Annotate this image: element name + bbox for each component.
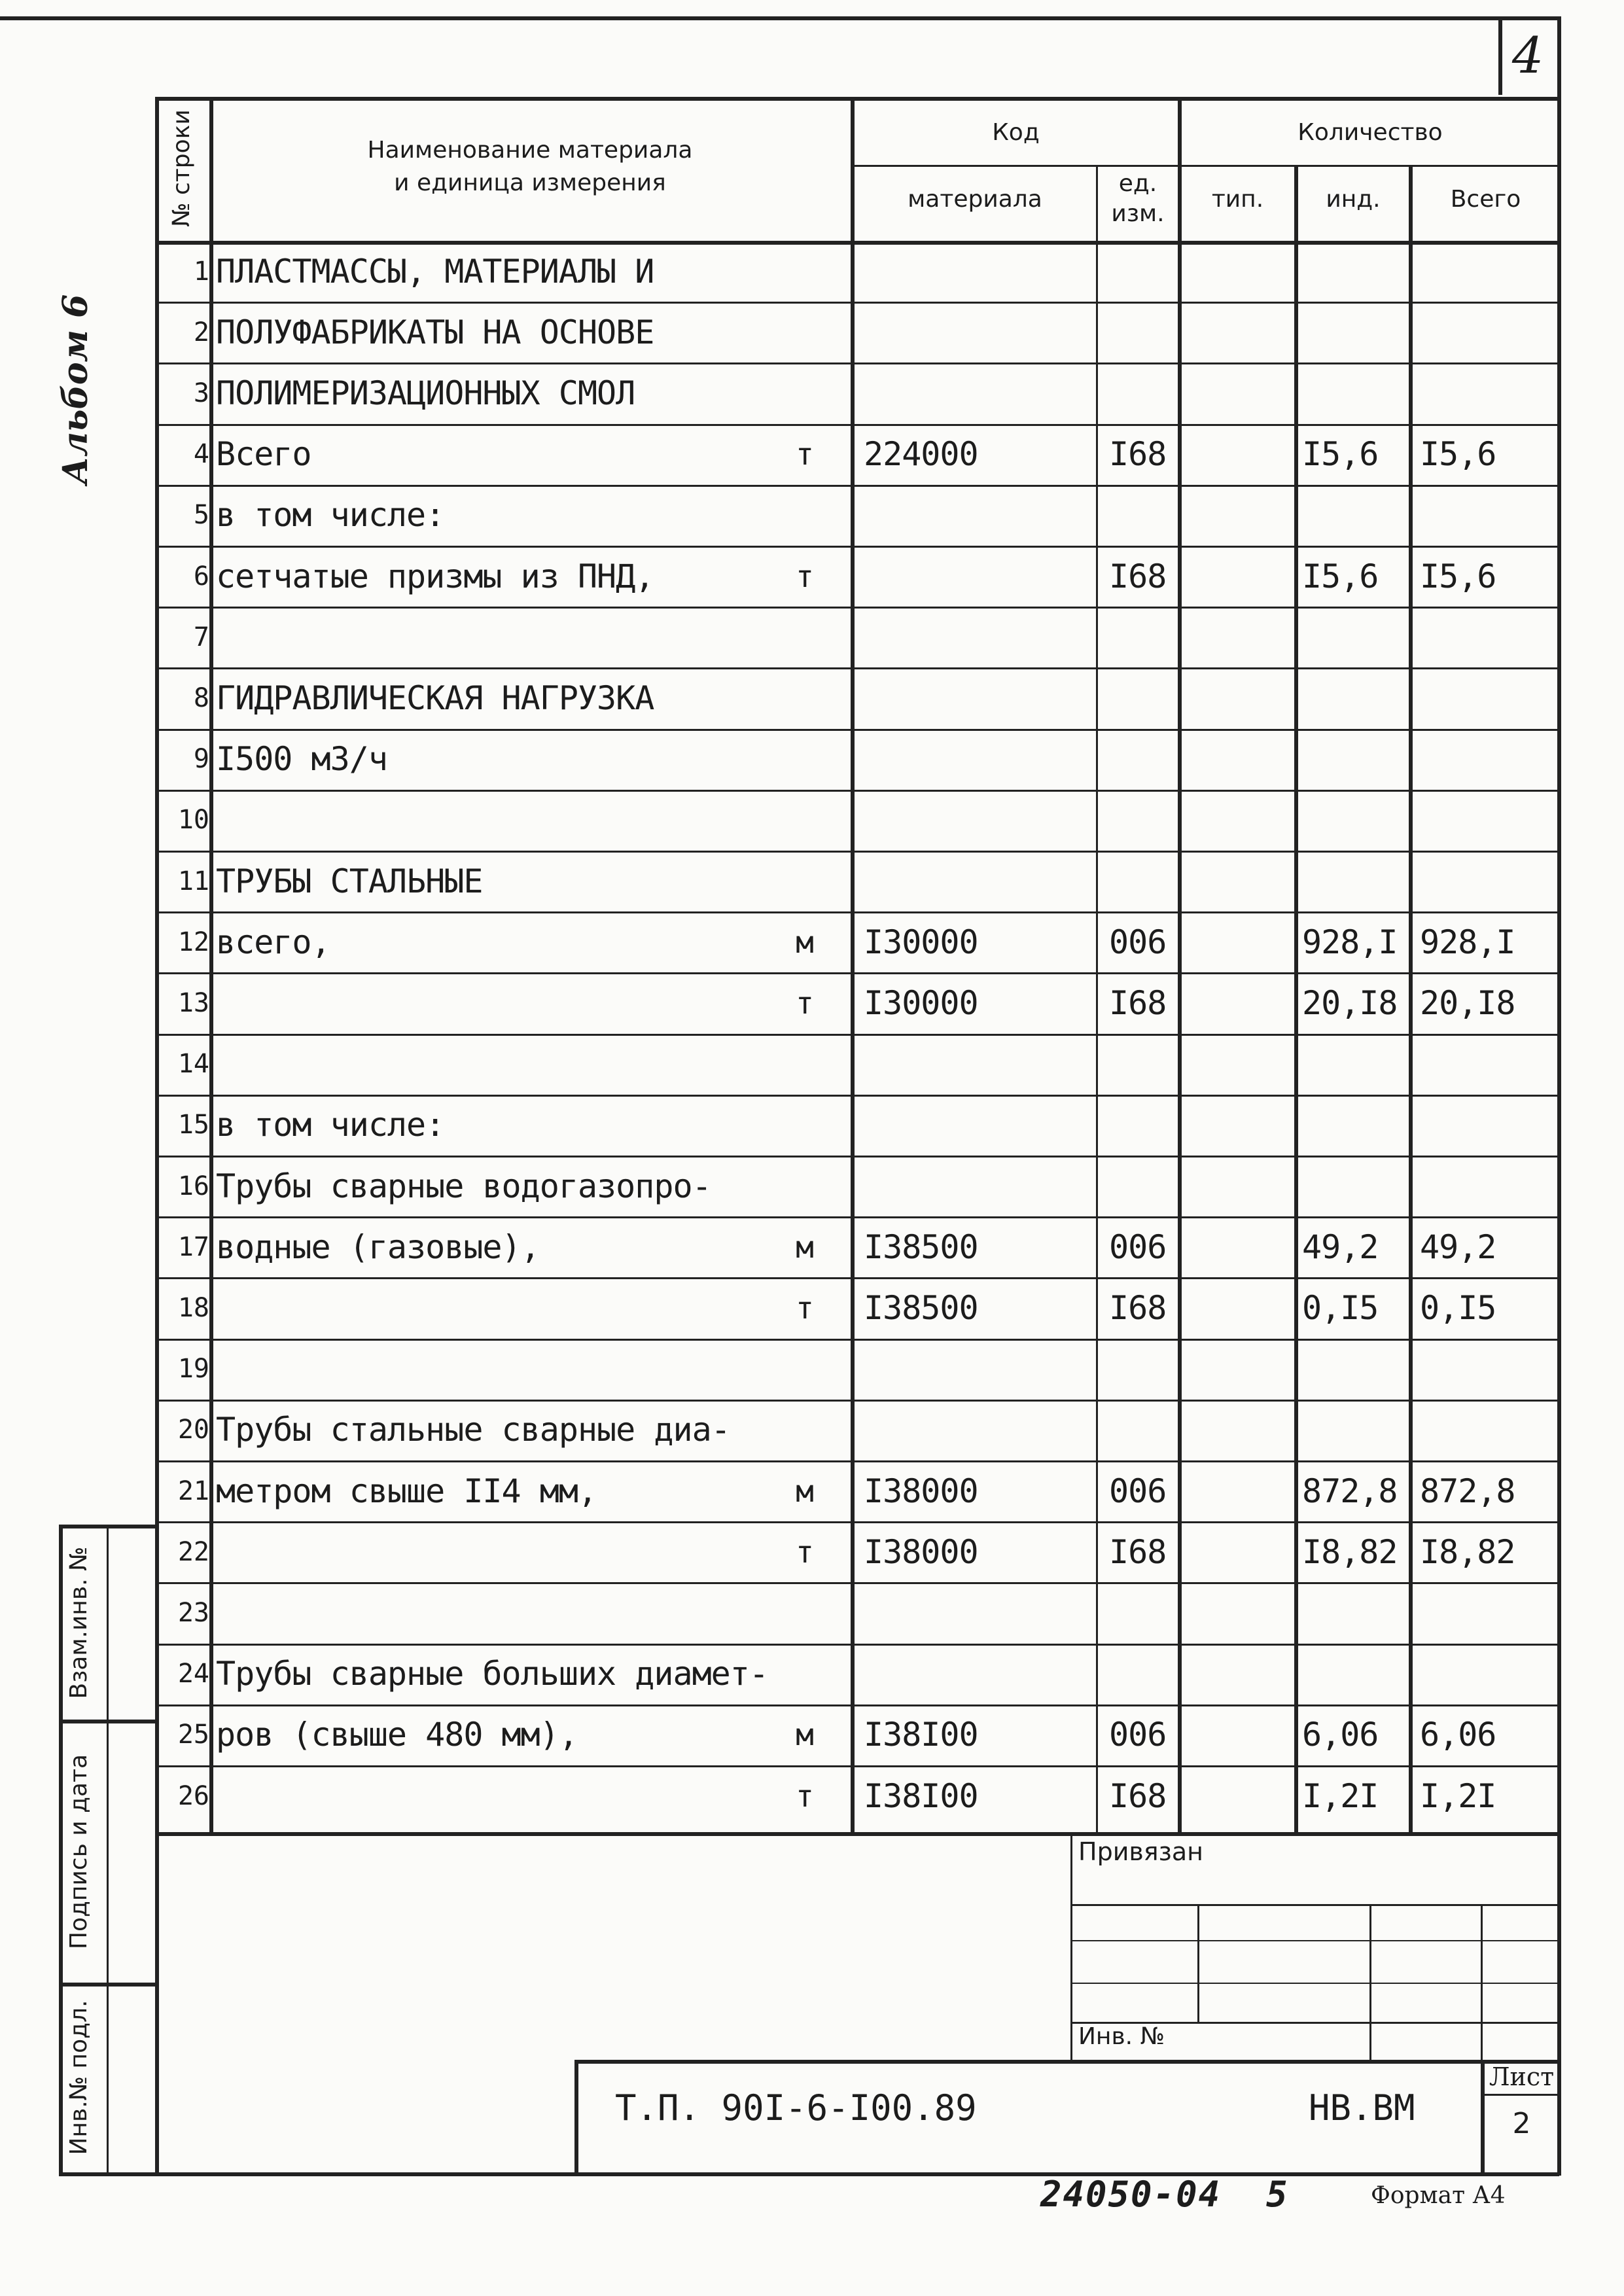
row-qty-ind [1302,729,1409,790]
col-line-name [851,97,855,1833]
table-top-line [155,97,1559,101]
row-number: 13 [177,987,209,1018]
row-code-unit [1109,302,1178,362]
row-code-material [864,729,1096,790]
footer-format: Формат А4 [1371,2182,1506,2209]
row-number: 8 [193,682,209,713]
row-number: 23 [177,1597,209,1628]
row-qty-total [1420,485,1557,546]
row-divider [155,362,1559,364]
row-qty-ind [1302,851,1409,911]
row-code-unit [1109,241,1178,302]
row-code-material [864,362,1096,423]
row-code-material: I38I00 [864,1776,978,1815]
row-number: 2 [193,317,209,347]
row-code-material [864,1582,1096,1643]
top-border-line [0,16,1557,20]
row-divider [155,911,1559,913]
row-qty-ind [1302,1095,1409,1156]
row-code-unit [1109,485,1178,546]
header-code-material: материала [908,186,1042,213]
row-number: 24 [177,1659,209,1689]
row-unit: м [796,1717,814,1753]
row-code-material: I38500 [864,1288,978,1327]
row-qty-total: 928,I [1420,923,1515,961]
row-number: 10 [177,805,209,836]
row-code-material [864,1034,1096,1095]
row-number: 16 [177,1171,209,1201]
row-unit: м [796,924,814,960]
stamp-hline-1 [1070,1904,1559,1906]
row-unit [759,1095,851,1156]
album-label: Альбом 6 [56,294,96,485]
stamp-code: НВ.ВМ [1309,2087,1415,2128]
row-code-unit [1109,607,1178,667]
row-unit [759,729,851,790]
row-qty-ind: 49,2 [1302,1227,1379,1266]
row-divider [155,790,1559,792]
row-divider [155,972,1559,974]
row-qty-total [1420,1156,1557,1216]
row-unit [759,1034,851,1095]
stamp-sheet-mid-line [1481,2094,1559,2096]
row-divider [155,729,1559,731]
row-qty-ind: I5,6 [1302,435,1379,474]
row-code-material [864,241,1096,302]
row-qty-ind [1302,1156,1409,1216]
row-name: в том числе: [216,1106,445,1144]
row-divider [155,1400,1559,1402]
row-code-material [864,1400,1096,1460]
row-qty-ind: 0,I5 [1302,1288,1379,1327]
row-code-unit [1109,790,1178,851]
row-divider [155,424,1559,426]
row-code-unit: I68 [1109,1776,1167,1815]
stamp-hline-3 [1070,1983,1559,1984]
row-name [216,1521,759,1582]
row-unit [759,607,851,667]
row-qty-typ [1184,729,1294,790]
row-code-material [864,1156,1096,1216]
row-unit: м [796,1473,814,1509]
row-divider [155,1034,1559,1036]
row-qty-ind [1302,1339,1409,1400]
row-code-unit [1109,1034,1178,1095]
stamp-sheet-label: Лист [1489,2062,1555,2091]
row-qty-typ [1184,241,1294,302]
row-code-material: I30000 [864,923,978,961]
row-number: 20 [177,1415,209,1445]
row-qty-ind [1302,302,1409,362]
row-divider [155,1095,1559,1097]
row-qty-typ [1184,362,1294,423]
row-qty-typ [1184,1216,1294,1277]
row-qty-total: 6,06 [1420,1716,1496,1754]
row-unit [759,302,851,362]
row-unit [759,1582,851,1643]
row-qty-ind [1302,790,1409,851]
row-code-unit [1109,667,1178,728]
row-unit [759,667,851,728]
header-qty-ind: инд. [1326,186,1381,213]
row-code-unit: I68 [1109,557,1167,595]
row-qty-ind [1302,1400,1409,1460]
row-number: 18 [177,1292,209,1323]
header-code-unit: ед. изм. [1111,170,1165,227]
row-qty-ind: 20,I8 [1302,983,1398,1022]
row-qty-ind [1302,241,1409,302]
row-qty-typ [1184,1095,1294,1156]
row-divider [155,302,1559,304]
row-name [216,1765,759,1826]
row-number: 9 [193,744,209,775]
row-name: сетчатые призмы из ПНД, [216,557,654,595]
row-code-material [864,790,1096,851]
row-qty-ind [1302,362,1409,423]
stamp-top-line [155,1832,1559,1836]
row-divider [155,1156,1559,1157]
row-code-unit [1109,362,1178,423]
row-name [216,1339,759,1400]
row-name: ПЛАСТМАССЫ, МАТЕРИАЛЫ И [216,252,654,291]
row-qty-total: I8,82 [1420,1532,1515,1571]
footer-handwritten-number: 24050-04 [1040,2174,1222,2215]
row-code-unit [1109,1156,1178,1216]
stamp-privyazan: Привязан [1078,1837,1203,1866]
left-strip-vzam: Взам.инв. № [65,1546,92,1699]
header-quantity: Количество [1297,119,1443,146]
row-name [216,607,759,667]
row-code-unit [1109,1582,1178,1643]
row-qty-typ [1184,1521,1294,1582]
header-qty-total: Всего [1450,186,1521,213]
row-qty-total [1420,1400,1557,1460]
row-qty-ind: 6,06 [1302,1716,1379,1754]
row-unit [759,362,851,423]
row-code-unit: 006 [1109,1716,1167,1754]
row-unit [759,1156,851,1216]
row-qty-total [1420,667,1557,728]
row-code-unit: I68 [1109,435,1167,474]
row-unit [759,1339,851,1400]
row-number: 6 [193,561,209,592]
row-divider [155,1644,1559,1646]
row-name: Трубы сварные водогазопро- [216,1167,711,1205]
row-qty-typ [1184,1460,1294,1521]
row-name: ров (свыше 480 мм), [216,1716,578,1754]
sheet-corner-number: 4 [1511,26,1544,84]
row-number: 12 [177,927,209,957]
row-name [216,790,759,851]
row-qty-total [1420,729,1557,790]
row-number: 5 [193,500,209,531]
header-qty-typ: тип. [1211,186,1264,213]
row-number: 19 [177,1354,209,1385]
row-divider [155,485,1559,487]
row-code-material [864,851,1096,911]
row-qty-typ [1184,1704,1294,1765]
row-code-unit [1109,1095,1178,1156]
row-qty-typ [1184,1582,1294,1643]
row-qty-total [1420,1095,1557,1156]
row-divider [155,1277,1559,1279]
row-divider [155,851,1559,853]
row-code-material: I30000 [864,983,978,1022]
row-name [216,1277,759,1338]
row-qty-ind [1302,1034,1409,1095]
row-qty-typ [1184,1277,1294,1338]
row-divider [155,1521,1559,1523]
row-qty-ind [1302,667,1409,728]
stamp-vline-a [1070,1832,1072,2061]
row-code-material [864,1095,1096,1156]
row-qty-ind: 928,I [1302,923,1398,961]
row-qty-total [1420,607,1557,667]
stamp-inv-no: Инв. № [1078,2023,1165,2050]
header-row-no: № строки [168,109,195,227]
row-qty-typ [1184,851,1294,911]
row-qty-total [1420,1582,1557,1643]
row-qty-total: 872,8 [1420,1472,1515,1510]
header-name: Наименование материала и единица измерения [367,137,693,196]
row-unit: т [796,558,814,594]
row-unit: м [796,1229,814,1265]
row-number: 22 [177,1536,209,1567]
row-qty-typ [1184,972,1294,1033]
row-qty-total: I,2I [1420,1776,1496,1815]
row-unit: т [796,1290,814,1326]
row-name: всего, [216,923,330,961]
row-qty-total [1420,790,1557,851]
row-qty-typ [1184,302,1294,362]
row-qty-typ [1184,1339,1294,1400]
left-strip-line-1 [59,1720,157,1723]
row-name: Трубы сварные больших диамет- [216,1655,768,1693]
row-qty-typ [1184,607,1294,667]
row-divider [155,1704,1559,1706]
row-qty-typ [1184,911,1294,972]
row-unit [759,790,851,851]
row-qty-ind: I5,6 [1302,557,1379,595]
stamp-sheet-number: 2 [1512,2107,1531,2140]
row-name [216,1582,759,1643]
row-unit: т [796,985,814,1021]
row-code-material [864,485,1096,546]
row-code-material [864,667,1096,728]
row-qty-ind [1302,1644,1409,1704]
row-code-unit: I68 [1109,1288,1167,1327]
row-number: 25 [177,1720,209,1750]
row-number: 1 [193,256,209,287]
row-code-material [864,546,1096,607]
row-unit: т [796,436,814,472]
row-qty-total: 49,2 [1420,1227,1496,1266]
row-number: 4 [193,439,209,470]
row-qty-typ [1184,790,1294,851]
col-line-code [1178,97,1182,1833]
row-qty-typ [1184,1400,1294,1460]
row-code-material [864,1644,1096,1704]
row-name: водные (газовые), [216,1227,540,1266]
row-name: метром свыше II4 мм, [216,1472,597,1510]
row-unit [759,485,851,546]
row-code-unit [1109,729,1178,790]
row-qty-typ [1184,1034,1294,1095]
row-name: ПОЛУФАБРИКАТЫ НА ОСНОВЕ [216,313,654,351]
row-code-material: I38500 [864,1227,978,1266]
row-qty-ind: I8,82 [1302,1532,1398,1571]
row-unit [759,851,851,911]
row-unit: т [796,1534,814,1570]
row-divider [155,607,1559,609]
footer-page-digit: 5 [1266,2174,1288,2215]
row-number: 7 [193,622,209,652]
row-qty-total [1420,1339,1557,1400]
row-code-unit [1109,1339,1178,1400]
row-name: ГИДРАВЛИЧЕСКАЯ НАГРУЗКА [216,679,654,717]
row-name [216,972,759,1033]
stamp-designation: Т.П. 90I-6-I00.89 [615,2087,977,2128]
row-qty-total: 20,I8 [1420,983,1515,1022]
row-divider [155,546,1559,548]
stamp-vline-c [1369,1904,1371,2061]
stamp-vline-b [1197,1904,1199,2022]
row-number: 14 [177,1049,209,1080]
row-name: ТРУБЫ СТАЛЬНЫЕ [216,862,483,900]
row-number: 17 [177,1231,209,1262]
stamp-hline-2 [1070,1940,1559,1941]
row-divider [155,1460,1559,1462]
row-divider [155,1582,1559,1584]
row-name: Трубы стальные сварные диа- [216,1411,730,1449]
row-qty-ind [1302,485,1409,546]
left-strip-podpis: Подпись и дата [65,1754,92,1950]
row-code-material [864,1339,1096,1400]
row-qty-typ [1184,1644,1294,1704]
row-qty-total [1420,302,1557,362]
row-qty-ind: I,2I [1302,1776,1379,1815]
row-unit [759,1644,851,1704]
row-number: 26 [177,1780,209,1811]
row-qty-total [1420,1644,1557,1704]
row-name: I500 м3/ч [216,740,387,779]
row-qty-total: I5,6 [1420,557,1496,595]
row-qty-total: I5,6 [1420,435,1496,474]
row-qty-typ [1184,1156,1294,1216]
table-bottom-line [155,2172,1559,2176]
row-code-unit: 006 [1109,1472,1167,1510]
row-qty-ind [1302,607,1409,667]
row-number: 15 [177,1110,209,1140]
row-divider [155,1765,1559,1767]
row-divider [155,1339,1559,1341]
row-qty-ind: 872,8 [1302,1472,1398,1510]
row-number: 11 [177,866,209,896]
row-divider [155,1216,1559,1218]
row-code-unit [1109,1400,1178,1460]
header-mid-line [851,165,1559,167]
row-number: 21 [177,1475,209,1506]
row-qty-ind [1302,1582,1409,1643]
stamp-title-left-line [574,2060,578,2174]
row-code-unit: I68 [1109,1532,1167,1571]
row-name [216,1034,759,1095]
row-code-unit: 006 [1109,923,1167,961]
stamp-title-top-line [574,2060,1559,2064]
row-code-material: I38000 [864,1532,978,1571]
row-qty-typ [1184,667,1294,728]
row-qty-typ [1184,1765,1294,1826]
left-strip-outer-line [59,1525,63,2174]
row-number: 3 [193,378,209,408]
row-qty-total [1420,851,1557,911]
row-divider [155,667,1559,669]
row-code-unit: I68 [1109,983,1167,1022]
row-qty-total [1420,1034,1557,1095]
row-code-unit [1109,1644,1178,1704]
row-name: в том числе: [216,496,445,535]
corner-box-left [1498,16,1502,95]
row-code-material: 224000 [864,435,978,474]
row-unit [759,241,851,302]
row-name: ПОЛИМЕРИЗАЦИОННЫХ СМОЛ [216,374,635,412]
row-qty-total [1420,362,1557,423]
row-qty-total [1420,241,1557,302]
stamp-vline-d [1481,1904,1483,2061]
left-strip-inner-line [107,1525,109,2174]
row-qty-typ [1184,424,1294,485]
header-code: Код [992,119,1040,146]
row-qty-typ [1184,485,1294,546]
left-strip-inv-podl: Инв.№ подл. [65,2000,92,2155]
row-code-material [864,302,1096,362]
row-code-material: I38000 [864,1472,978,1510]
row-qty-total: 0,I5 [1420,1288,1496,1327]
row-code-material [864,607,1096,667]
row-code-unit [1109,851,1178,911]
row-name: Всего [216,435,311,474]
row-unit [759,1400,851,1460]
row-code-unit: 006 [1109,1227,1167,1266]
row-unit: т [796,1778,814,1814]
row-code-material: I38I00 [864,1716,978,1754]
row-qty-typ [1184,546,1294,607]
